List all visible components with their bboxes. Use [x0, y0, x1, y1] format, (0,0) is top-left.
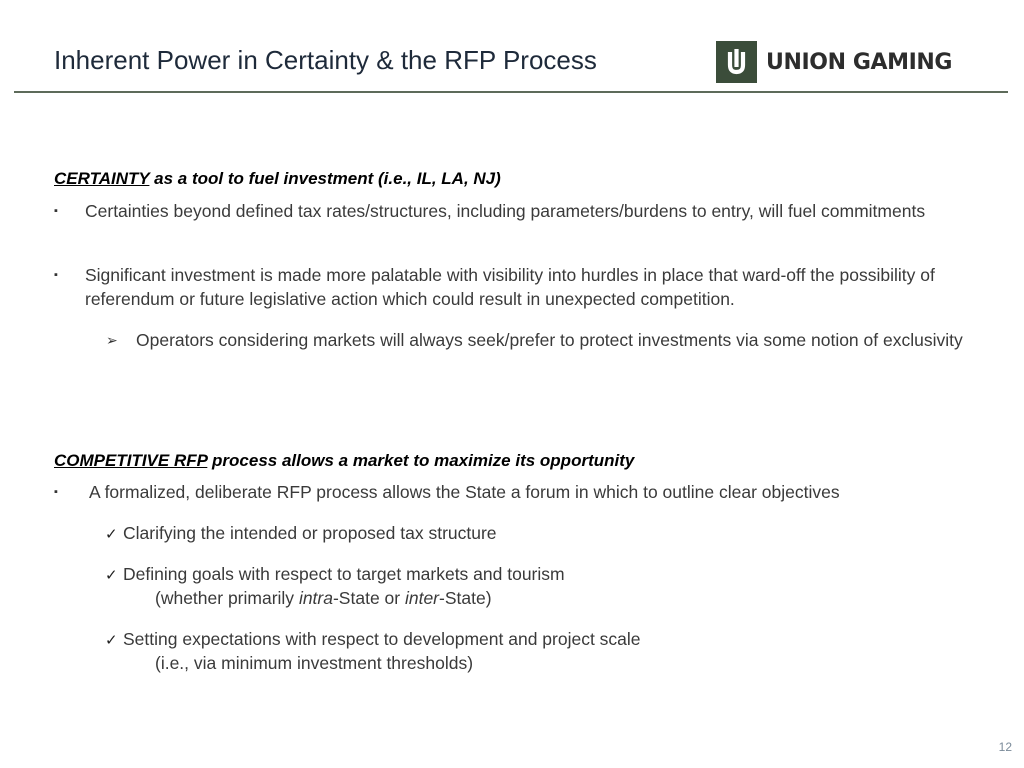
checkmark-icon: ✓	[105, 631, 118, 649]
check-item	[105, 562, 565, 587]
bullet-text: Certainties beyond defined tax rates/structures, including parameters/burdens to entry, will fuel commitments	[85, 201, 926, 221]
bullet-text: Significant investment is made more palatable with visibility into hurdles in place that ward-off the possibility of referendum or future legislative action which could result in unexpected competition.	[85, 265, 935, 309]
subtext-part: (whether primarily	[155, 588, 299, 608]
square-bullet-icon: ▪	[54, 486, 58, 498]
section-heading-certainty	[54, 168, 501, 190]
heading-rest: process allows a market to maximize its opportunity	[207, 451, 635, 470]
page-number: 12	[998, 740, 1012, 754]
heading-rest: as a tool to fuel investment (i.e., IL, LA, NJ)	[149, 169, 501, 188]
checkmark-icon: ✓	[105, 566, 118, 584]
slide-title: Inherent Power in Certainty & the RFP Process	[54, 45, 597, 75]
subtext-emphasis: inter	[404, 588, 440, 608]
union-gaming-logo-icon	[716, 41, 757, 83]
checkmark-icon: ✓	[105, 525, 118, 543]
section-heading-competitive-rfp	[54, 450, 634, 472]
check-subtext	[155, 586, 492, 610]
bullet-item	[54, 480, 974, 504]
union-gaming-logo	[716, 41, 952, 83]
check-item	[105, 627, 641, 652]
check-subtext: (i.e., via minimum investment thresholds)	[155, 653, 474, 673]
check-item	[105, 521, 497, 546]
arrow-bullet-icon: ➢	[106, 332, 118, 348]
title-divider	[14, 91, 1008, 93]
sub-bullet-item	[106, 328, 966, 352]
check-text: Defining goals with respect to target markets and tourism	[123, 564, 565, 584]
bullet-item	[54, 199, 954, 223]
square-bullet-icon: ▪	[54, 269, 58, 281]
check-text: Setting expectations with respect to development and project scale	[123, 629, 641, 649]
bullet-item	[54, 263, 954, 311]
subtext-part: -State)	[439, 588, 492, 608]
subtext-emphasis: intra	[298, 588, 333, 608]
square-bullet-icon: ▪	[54, 205, 58, 217]
subtext-part: -State or	[332, 588, 405, 608]
check-text: Clarifying the intended or proposed tax structure	[123, 523, 497, 543]
logo-text: UNION GAMING	[766, 49, 953, 75]
heading-keyword: CERTAINTY	[54, 169, 150, 188]
heading-keyword: COMPETITIVE RFP	[54, 451, 208, 470]
bullet-text: A formalized, deliberate RFP process allows the State a forum in which to outline clear objectives	[89, 482, 840, 502]
sub-bullet-text: Operators considering markets will always seek/prefer to protect investments via some notion of exclusivity	[136, 330, 963, 350]
